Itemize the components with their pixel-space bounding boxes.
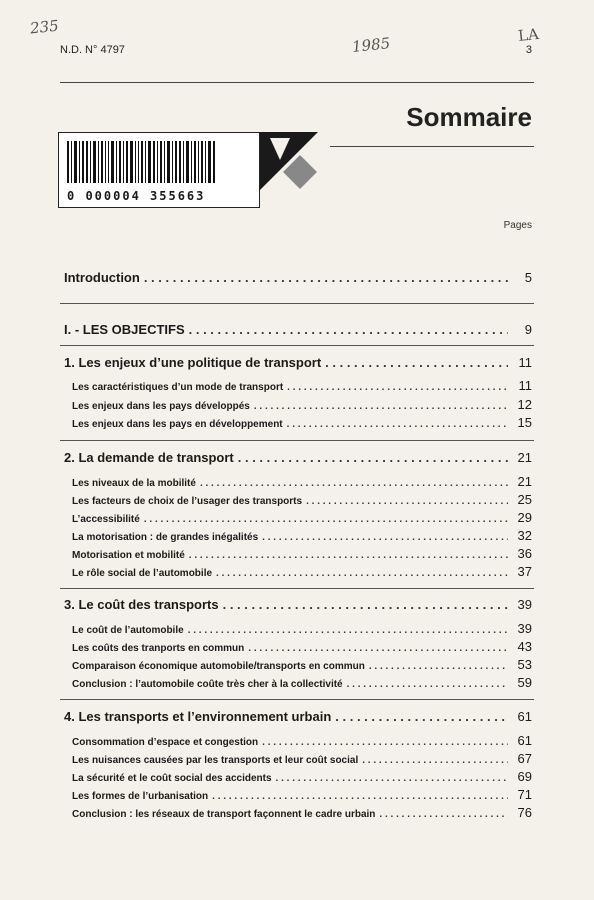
barcode-sticker (58, 132, 260, 208)
toc-leader (254, 401, 508, 412)
toc-leader (238, 450, 508, 465)
toc-leader (144, 514, 508, 525)
toc-label: Conclusion : les réseaux de transport façonnent le cadre urbain (72, 809, 376, 820)
document-number: N.D. N° 4797 (60, 44, 125, 56)
toc-subentry[interactable] (72, 657, 532, 672)
toc-page: 25 (517, 492, 532, 507)
toc-entry-introduction[interactable] (64, 270, 532, 285)
barcode-bars (67, 141, 251, 183)
toc-label: Les nuisances causées par les transports et leur coût social (72, 755, 359, 766)
toc-label: Les enjeux dans les pays développés (72, 401, 250, 412)
toc-entry-part-objectifs[interactable] (64, 322, 532, 337)
toc-label: La sécurité et le coût social des accidents (72, 773, 272, 784)
toc-label: Consommation d’espace et congestion (72, 737, 259, 748)
toc-page: 59 (517, 675, 532, 690)
toc-subentry[interactable] (72, 492, 532, 507)
toc-label: Les facteurs de choix de l’usager des transports (72, 496, 303, 507)
toc-label: 4. Les transports et l’environnement urbain (64, 709, 332, 724)
toc-leader (200, 478, 508, 489)
toc-page: 43 (517, 639, 532, 654)
toc-subentry[interactable] (72, 751, 532, 766)
toc-subentry[interactable] (72, 528, 532, 543)
toc-label: 3. Le coût des transports (64, 597, 219, 612)
toc-leader (379, 809, 508, 820)
section-separator (60, 345, 534, 346)
toc-page: 53 (517, 657, 532, 672)
toc-subentry[interactable] (72, 378, 532, 393)
toc-label: La motorisation : de grandes inégalités (72, 532, 259, 543)
section-separator (60, 303, 534, 304)
toc-page: 11 (518, 378, 532, 393)
handwritten-note-left: 235 (29, 16, 60, 38)
toc-subentry[interactable] (72, 546, 532, 561)
barcode-number: 0 000004 355663 (67, 189, 206, 203)
toc-page: 11 (518, 355, 532, 370)
toc-leader (189, 550, 508, 561)
toc-leader (216, 568, 508, 579)
toc-leader (262, 532, 508, 543)
toc-leader (287, 382, 508, 393)
toc-subentry[interactable] (72, 474, 532, 489)
section-separator (60, 588, 534, 589)
toc-leader (347, 679, 508, 690)
toc-subentry[interactable] (72, 639, 532, 654)
toc-label: Les niveaux de la mobilité (72, 478, 196, 489)
toc-page: 36 (517, 546, 532, 561)
toc-label: Introduction (64, 270, 140, 285)
toc-label: L’accessibilité (72, 514, 140, 525)
toc-label: Les enjeux dans les pays en développement (72, 419, 283, 430)
toc-leader (223, 597, 508, 612)
toc-leader (189, 322, 508, 337)
section-separator (60, 440, 534, 441)
toc-leader (248, 643, 508, 654)
handwritten-note-right: LA (517, 24, 540, 46)
toc-subentry[interactable] (72, 621, 532, 636)
section-separator (60, 699, 534, 700)
toc-page: 9 (524, 322, 532, 337)
toc-subentry[interactable] (72, 397, 532, 412)
toc-leader (362, 755, 508, 766)
toc-label: I. - LES OBJECTIFS (64, 322, 185, 337)
toc-subentry[interactable] (72, 415, 532, 430)
toc-page: 76 (517, 805, 532, 820)
toc-subentry[interactable] (72, 510, 532, 525)
toc-entry-section-2[interactable] (64, 450, 532, 465)
handwritten-note-year: 1985 (351, 34, 392, 56)
toc-label: Conclusion : l’automobile coûte très cher à la collectivité (72, 679, 343, 690)
toc-subentry[interactable] (72, 564, 532, 579)
toc-page: 67 (517, 751, 532, 766)
toc-label: Le rôle social de l’automobile (72, 568, 213, 579)
toc-label: 2. La demande de transport (64, 450, 234, 465)
toc-label: Comparaison économique automobile/transports en commun (72, 661, 365, 672)
page-title: Sommaire (406, 102, 532, 132)
toc-page: 61 (517, 733, 532, 748)
toc-leader (335, 709, 508, 724)
toc-leader (369, 661, 508, 672)
toc-page: 21 (517, 450, 532, 465)
toc-label: Motorisation et mobilité (72, 550, 185, 561)
pages-column-label: Pages (503, 220, 532, 231)
toc-label: Les formes de l’urbanisation (72, 791, 209, 802)
toc-page: 69 (517, 769, 532, 784)
toc-leader (212, 791, 508, 802)
toc-subentry[interactable] (72, 769, 532, 784)
toc-entry-section-3[interactable] (64, 597, 532, 612)
title-rule (330, 146, 534, 147)
toc-leader (144, 270, 508, 285)
toc-page: 37 (517, 564, 532, 579)
toc-label: Les caractéristiques d’un mode de transport (72, 382, 284, 393)
toc-leader (325, 355, 508, 370)
toc-page: 39 (517, 597, 532, 612)
toc-page: 71 (517, 787, 532, 802)
toc-page: 29 (517, 510, 532, 525)
toc-subentry[interactable] (72, 733, 532, 748)
toc-leader (188, 625, 508, 636)
toc-subentry[interactable] (72, 787, 532, 802)
toc-label: Le coût de l’automobile (72, 625, 184, 636)
toc-label: Les coûts des tranports en commun (72, 643, 245, 654)
toc-leader (287, 419, 508, 430)
toc-leader (262, 737, 508, 748)
toc-leader (276, 773, 508, 784)
toc-label: 1. Les enjeux d’une politique de transport (64, 355, 322, 370)
header-rule (60, 82, 534, 83)
toc-leader (306, 496, 508, 507)
toc-entry-section-4[interactable] (64, 709, 532, 724)
toc-subentry[interactable] (72, 675, 532, 690)
publisher-logo-icon (260, 132, 318, 190)
toc-page: 32 (517, 528, 532, 543)
toc-page: 15 (517, 415, 532, 430)
page-number: 3 (525, 44, 532, 56)
toc-page: 39 (517, 621, 532, 636)
toc-page: 12 (517, 397, 532, 412)
toc-page: 21 (517, 474, 532, 489)
toc-page: 61 (517, 709, 532, 724)
toc-page: 5 (524, 270, 532, 285)
toc-entry-section-1[interactable] (64, 355, 532, 370)
toc-subentry[interactable] (72, 805, 532, 820)
